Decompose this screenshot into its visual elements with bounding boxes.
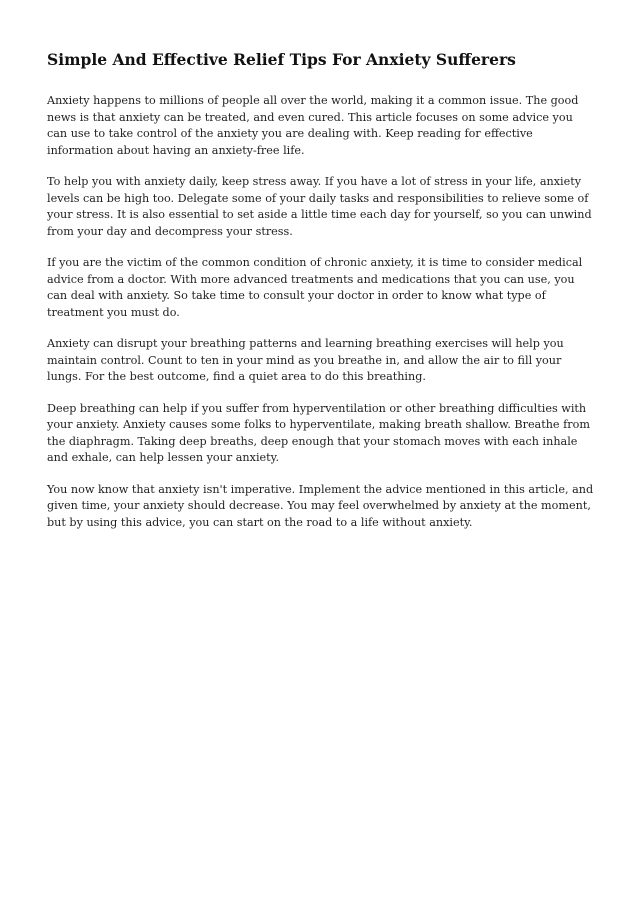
article-body [47, 49, 595, 546]
paragraph-breathing: Anxiety can disrupt your breathing patterns and learning breathing exercises will help you maintain control. Count to ten in your mind as you breathe in, and allow the air to fill your lungs. For the best outcome, find a quiet area to do this breathing. [47, 337, 564, 383]
paragraph-stress: To help you with anxiety daily, keep stress away. If you have a lot of stress in your life, anxiety levels can be high too. Delegate some of your daily tasks and responsibilities to relieve some of your stress. It is also essential to set aside a little time each day for yourself, so you can unwind from your day and decompress your stress. [47, 175, 592, 238]
paragraph-intro: Anxiety happens to millions of people all over the world, making it a common issue. The good news is that anxiety can be treated, and even cured. This article focuses on some advice you can use to take control of the anxiety you are dealing with. Keep reading for effective information about having an anxiety-free life. [47, 94, 579, 157]
article-title: Simple And Effective Relief Tips For Anxiety Sufferers [47, 50, 516, 69]
paragraph-conclusion: You now know that anxiety isn't imperative. Implement the advice mentioned in this article, and given time, your anxiety should decrease. You may feel overwhelmed by anxiety at the moment, but by using this advice, you can start on the road to a life without anxiety. [47, 482, 594, 529]
paragraph-deep-breathing: Deep breathing can help if you suffer from hyperventilation or other breathing difficulties with your anxiety. Anxiety causes some folks to hyperventilate, making breath shallow. Breathe from the diaphragm. Taking deep breaths, deep enough that your stomach moves with each inhale and exhale, can help lessen your anxiety. [47, 401, 590, 464]
paragraph-doctor: If you are the victim of the common condition of chronic anxiety, it is time to consider medical advice from a doctor. With more advanced treatments and medications that you can use, you can deal with anxiety. So take time to consult your doctor in order to know what type of treatment you must do. [47, 256, 583, 319]
